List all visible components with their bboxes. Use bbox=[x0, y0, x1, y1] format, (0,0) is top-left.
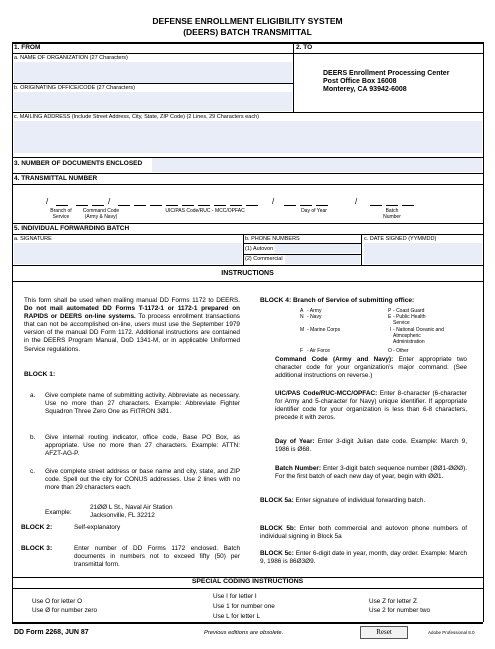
separator-slash: / bbox=[46, 197, 49, 206]
block1a-text: Give complete name of submitting activity. Abbreviate as necessary. Use no more than 27 characters. Example: Abbreviate Fighter Squadron Three Zero One as FitTRON 3Ø1. bbox=[45, 392, 240, 416]
uic-box-7[interactable] bbox=[214, 205, 226, 206]
block2-label: BLOCK 2: bbox=[21, 524, 53, 531]
form-title-line1: DEFENSE ENROLLMENT ELIGIBILITY SYSTEM bbox=[152, 16, 343, 26]
uic-box-9[interactable] bbox=[246, 205, 258, 206]
branch-name-coast-guard: - Coast Guard bbox=[393, 308, 425, 314]
branch-name-noaa: - National Oceanic and Atmospheric Administration bbox=[393, 327, 444, 345]
command-code-instructions: Command Code (Army and Navy): Enter appropriate two character code for your organization's major command. (See additional instructions on reverse.) bbox=[275, 356, 467, 380]
branch-code-o: O bbox=[388, 348, 392, 354]
example-label: Example: bbox=[45, 509, 72, 516]
office-code-field[interactable] bbox=[14, 92, 292, 111]
intro-paragraph: This form shall be used when mailing manual DD Forms 1172 to DEERS. Do not mail automated DD Forms T-1172-1 or 1172-1 prepared on RAPIDS or DEERS on-line systems. To process enrollment transactions that can not be accomplished on-line, users must use the September 1979 version of the manual DD Form 1172. Additional instructions are contained in the DEERS Program Manual, DoD 1341-M, or in applicable Uniformed Service regulations. bbox=[24, 297, 240, 353]
branch-code-i: I bbox=[390, 327, 392, 333]
form-title-line2: (DEERS) BATCH TRANSMITTAL bbox=[183, 27, 312, 37]
block1c-text: Give complete street address or base name and city, state, and ZIP code. Spell out the city for CONUS addresses. Use 2 lines with no more than 29 characters each. bbox=[45, 468, 240, 492]
uic-box-8[interactable] bbox=[230, 205, 242, 206]
frame-right bbox=[483, 42, 484, 622]
date-signed-label: c. DATE SIGNED (YYMMDD) bbox=[364, 236, 437, 242]
branch-code-m: M bbox=[300, 327, 305, 333]
divider bbox=[12, 173, 483, 174]
divider bbox=[12, 588, 483, 589]
commercial-label: (2) Commercial bbox=[245, 256, 283, 262]
signature-field[interactable] bbox=[14, 243, 242, 264]
commercial-field[interactable] bbox=[285, 255, 360, 264]
forwarding-label: 5. INDIVIDUAL FORWARDING BATCH bbox=[14, 225, 130, 232]
mailing-address-field[interactable] bbox=[14, 121, 482, 153]
block2-text: Self-explanatory bbox=[74, 524, 121, 531]
branch-name-marine-corps: - Marine Corps bbox=[307, 327, 341, 333]
day-box-3[interactable] bbox=[316, 205, 328, 206]
block1c-letter: c. bbox=[30, 468, 35, 475]
batch-box-1[interactable] bbox=[370, 205, 382, 206]
uic-box-2[interactable] bbox=[134, 205, 146, 206]
branch-code-n: N bbox=[300, 314, 304, 320]
divider bbox=[361, 234, 362, 265]
coding-number-one: Use 1 for number one bbox=[213, 603, 275, 610]
batch-number-instructions: Batch Number: Enter 3-digit batch sequence number (ØØ1-ØØØ). For the first batch of each new day of year, begin with ØØ1. bbox=[275, 465, 468, 481]
block1-label: BLOCK 1: bbox=[24, 371, 56, 378]
divider bbox=[12, 53, 483, 54]
phone-label: b. PHONE NUMBERS bbox=[245, 236, 300, 242]
branch-name-public-health: - Public Health Service bbox=[393, 314, 426, 326]
documents-label: 3. NUMBER OF DOCUMENTS ENCLOSED bbox=[14, 160, 143, 167]
branch-code-p: P bbox=[388, 308, 392, 314]
day-of-year-instructions: Day of Year: Enter 3-digit Julian date code. Example: March 9, 1986 is Ø68. bbox=[275, 438, 467, 454]
block1b-letter: b. bbox=[30, 434, 36, 441]
to-address-line2: Post Office Box 16008 bbox=[323, 78, 397, 85]
signature-label: a. SIGNATURE bbox=[14, 236, 52, 242]
day-box-1[interactable] bbox=[284, 205, 296, 206]
block5c-instructions: BLOCK 5c: Enter 6-digit date in year, month, day order. Example: March 9, 1986 is 86Ø3Ø9. bbox=[260, 550, 468, 566]
branch-code-e: E bbox=[388, 314, 392, 320]
uic-box-4[interactable] bbox=[166, 205, 178, 206]
transmittal-label: 4. TRANSMITTAL NUMBER bbox=[14, 175, 98, 182]
mailing-address-label: c. MAILING ADDRESS (Include Street Address, City, State, ZIP Code) (2 Lines, 29 Characters each) bbox=[14, 114, 259, 120]
form-id: DD Form 2268, JUN 87 bbox=[14, 629, 89, 636]
branch-name-other: - Other bbox=[393, 348, 409, 354]
branch-code-f: F bbox=[300, 348, 304, 354]
uic-instructions: UIC/PAS Code/RUC-MCC/OPFAC: Enter 8-character (6-character for Army and 5-character for Navy) unique identifier. If appropriate identifier code for your organization is less than 6-8 characters, precede it with zeros. bbox=[275, 390, 468, 422]
example-line1: 21ØØ L St., Naval Air Station bbox=[90, 504, 173, 511]
software-label: Adobe Professional 8.0 bbox=[428, 630, 475, 635]
divider bbox=[243, 234, 244, 265]
to-address-line3: Monterey, CA 93942-6008 bbox=[323, 86, 407, 93]
block5a-instructions: BLOCK 5a: Enter signature of individual forwarding batch. bbox=[260, 497, 426, 504]
separator-slash: / bbox=[108, 197, 111, 206]
branch-name-air-force: - Air Force bbox=[307, 348, 331, 354]
coding-number-two: Use 2 for number two bbox=[369, 607, 431, 614]
from-label: 1. FROM bbox=[14, 44, 41, 51]
divider bbox=[12, 265, 483, 266]
caption-day: Day of Year bbox=[301, 208, 327, 214]
uic-box-5[interactable] bbox=[182, 205, 194, 206]
caption-branch-1: Branch of bbox=[50, 208, 72, 214]
example-line2: Jacksonville, FL 32212 bbox=[90, 512, 155, 519]
to-address-line1: DEERS Enrollment Processing Center bbox=[323, 70, 450, 77]
autovon-label: (1) Autovon bbox=[245, 246, 274, 252]
batch-box-3[interactable] bbox=[402, 205, 414, 206]
caption-branch-2: Service bbox=[52, 214, 70, 220]
block1a-letter: a. bbox=[30, 392, 36, 399]
caption-batch-1: Batch bbox=[385, 208, 399, 214]
reset-button[interactable]: Reset bbox=[360, 626, 408, 639]
block1b-text: Give internal routing indicator, office code, Base PO Box, as appropriate. Use no more than 27 characters. Example: ATTN: AFZT-AG-P. bbox=[45, 434, 240, 458]
command-box-2[interactable] bbox=[92, 205, 104, 206]
caption-uic: UIC/PAS Code/RUC - MCC/OPFAC bbox=[165, 208, 245, 214]
branch-name-army: - Army bbox=[307, 308, 322, 314]
instructions-heading: INSTRUCTIONS bbox=[221, 270, 274, 277]
block3-text: Enter number of DD Forms 1172 enclosed. Batch documents in numbers not to exceed fifty (50) per transmittal form. bbox=[74, 545, 240, 569]
caption-batch-2: Number bbox=[383, 214, 401, 220]
separator-slash: / bbox=[355, 197, 358, 206]
office-code-label: b. ORIGINATING OFFICE/CODE (27 Characters) bbox=[14, 85, 135, 91]
top-rule bbox=[12, 42, 483, 44]
divider bbox=[293, 42, 294, 112]
org-name-label: a. NAME OF ORGANIZATION (27 Characters) bbox=[14, 55, 128, 61]
divider bbox=[12, 83, 293, 84]
obsolete-notice: Previous editions are obsolete. bbox=[204, 630, 284, 636]
block5b-instructions: BLOCK 5b: Enter both commercial and autovon phone numbers of individual signing in Block 5a bbox=[260, 525, 467, 541]
special-coding-heading: SPECIAL CODING INSTRUCTIONS bbox=[191, 578, 304, 585]
block3-label: BLOCK 3: bbox=[21, 545, 53, 552]
bottom-rule bbox=[12, 622, 483, 624]
divider bbox=[12, 223, 483, 224]
uic-box-6[interactable] bbox=[198, 205, 210, 206]
divider bbox=[12, 281, 483, 282]
autovon-field[interactable] bbox=[275, 244, 360, 253]
caption-command-1: Command Code bbox=[82, 208, 120, 214]
day-box-2[interactable] bbox=[300, 205, 312, 206]
uic-box-1[interactable] bbox=[118, 205, 130, 206]
block4-title: BLOCK 4: Branch of Service of submitting office: bbox=[260, 297, 415, 304]
coding-letter-o: Use O for letter O bbox=[32, 598, 83, 605]
coding-number-zero: Use Ø for number zero bbox=[32, 607, 97, 614]
batch-box-2[interactable] bbox=[386, 205, 398, 206]
branch-box[interactable] bbox=[56, 205, 68, 206]
date-signed-field[interactable] bbox=[364, 243, 482, 264]
uic-box-3[interactable] bbox=[150, 205, 162, 206]
command-box-1[interactable] bbox=[76, 205, 88, 206]
branch-name-navy: - Navy bbox=[307, 314, 322, 320]
divider bbox=[12, 112, 483, 113]
coding-letter-z: Use Z for letter Z bbox=[369, 598, 417, 605]
to-label: 2. TO bbox=[296, 44, 313, 51]
org-name-field[interactable] bbox=[14, 62, 292, 83]
documents-field[interactable] bbox=[152, 158, 482, 172]
separator-slash: / bbox=[272, 197, 275, 206]
caption-command-2: (Army & Navy) bbox=[84, 214, 118, 220]
frame-left bbox=[12, 42, 13, 622]
divider bbox=[12, 184, 483, 185]
coding-letter-l: Use L for letter L bbox=[213, 613, 261, 620]
branch-code-a: A bbox=[300, 308, 304, 314]
coding-letter-i: Use I for letter I bbox=[213, 593, 257, 600]
divider bbox=[12, 234, 483, 235]
